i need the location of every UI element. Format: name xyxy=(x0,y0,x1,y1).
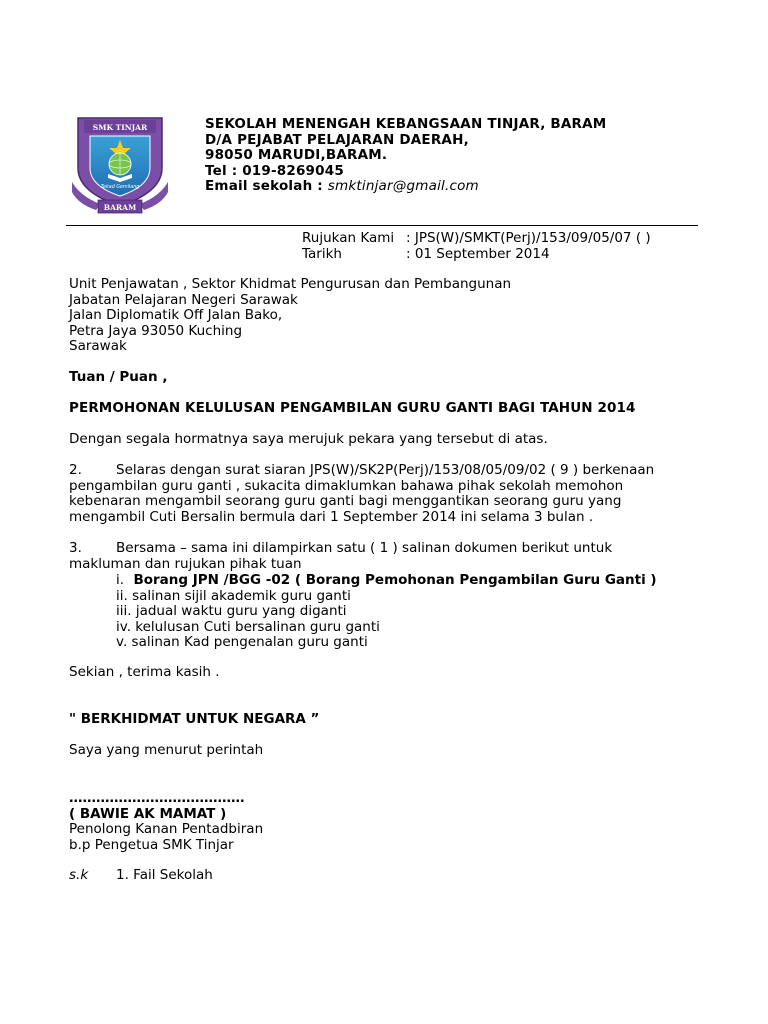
list-number: ii. xyxy=(116,587,128,604)
list-item xyxy=(116,589,657,605)
paragraph-text: kebenaran mengambil seorang guru ganti bagi menggantikan seorang guru yang xyxy=(69,493,622,510)
attachment-list xyxy=(116,573,657,651)
salutation: Tuan / Puan , xyxy=(69,369,168,385)
signature-line: ………………………………… xyxy=(69,790,245,806)
recipient-address xyxy=(69,277,511,355)
list-item xyxy=(116,604,657,620)
list-text: salinan Kad pengenalan guru ganti xyxy=(131,634,368,650)
list-number: v. xyxy=(116,634,128,650)
slogan: " BERKHIDMAT UNTUK NEGARA ” xyxy=(69,711,320,727)
email-value[interactable]: smktinjar@gmail.com xyxy=(327,178,479,194)
school-address-line2: 98050 MARUDI,BARAM. xyxy=(205,147,388,163)
reference-block xyxy=(302,230,651,262)
reference-value: : JPS(W)/SMKT(Perj)/153/09/05/07 ( ) xyxy=(406,230,651,246)
list-number: iii. xyxy=(116,603,132,619)
school-address-line1: D/A PEJABAT PELAJARAN DAERAH, xyxy=(205,131,469,148)
date-label: Tarikh xyxy=(302,246,342,262)
header-divider xyxy=(66,225,698,226)
recipient-line: Unit Penjawatan , Sektor Khidmat Pengurusan dan Pembangunan xyxy=(69,276,512,292)
date-row xyxy=(302,246,651,262)
paragraph-text: Selaras dengan surat siaran JPS(W)/SK2P(Perj)/153/08/05/09/02 ( 9 ) berkenaan xyxy=(116,462,655,478)
logo-motto: Tekad Gemilang xyxy=(100,185,140,190)
paragraph-number: 2. xyxy=(69,462,82,478)
list-number: i. xyxy=(116,572,125,588)
letterhead xyxy=(205,117,606,195)
cc-row xyxy=(69,868,213,884)
reference-label: Rujukan Kami xyxy=(302,230,395,246)
reference-row xyxy=(302,230,651,246)
paragraph-2 xyxy=(69,463,689,525)
list-text: kelulusan Cuti bersalinan guru ganti xyxy=(135,618,380,635)
cc-label: s.k xyxy=(69,867,89,883)
cc-item: 1. Fail Sekolah xyxy=(116,867,213,883)
subject-line: PERMOHONAN KELULUSAN PENGAMBILAN GURU GANTI BAGI TAHUN 2014 xyxy=(69,400,636,416)
signatory-title: Penolong Kanan Pentadbiran xyxy=(69,821,264,837)
opening-sentence: Dengan segala hormatnya saya merujuk pekara yang tersebut di atas. xyxy=(69,431,548,447)
yours-faithfully: Saya yang menurut perintah xyxy=(69,742,264,758)
list-number: iv. xyxy=(116,618,131,635)
signature-block xyxy=(69,791,263,853)
school-name: SEKOLAH MENENGAH KEBANGSAAN TINJAR, BARAM xyxy=(205,116,607,132)
logo-top-text: SMK TINJAR xyxy=(92,123,148,132)
closing-line: Sekian , terima kasih . xyxy=(69,664,220,680)
recipient-line: Sarawak xyxy=(69,338,127,355)
list-text: salinan sijil akademik guru ganti xyxy=(132,587,351,604)
list-item xyxy=(116,620,657,636)
paragraph-text: pengambilan guru ganti , sukacita dimaklumkan bahawa pihak sekolah memohon xyxy=(69,477,624,494)
recipient-line: Jabatan Pelajaran Negeri Sarawak xyxy=(69,291,298,308)
list-item xyxy=(116,573,657,589)
recipient-line: Jalan Diplomatik Off Jalan Bako, xyxy=(69,307,283,324)
paragraph-text: Bersama – sama ini dilampirkan satu ( 1 ) salinan dokumen berikut untuk xyxy=(116,540,613,556)
paragraph-text: makluman dan rujukan pihak tuan xyxy=(69,555,302,572)
list-item xyxy=(116,635,657,651)
signatory-org: b.p Pengetua SMK Tinjar xyxy=(69,836,234,853)
paragraph-3 xyxy=(69,541,689,572)
school-logo xyxy=(70,112,170,216)
email-label: Email sekolah : xyxy=(205,178,323,194)
paragraph-text: mengambil Cuti Bersalin bermula dari 1 September 2014 ini selama 3 bulan . xyxy=(69,508,594,525)
signatory-name: ( BAWIE AK MAMAT ) xyxy=(69,805,227,822)
school-email-row xyxy=(205,179,606,195)
paragraph-number: 3. xyxy=(69,540,82,556)
recipient-line: Petra Jaya 93050 Kuching xyxy=(69,322,243,339)
date-value: : 01 September 2014 xyxy=(406,246,550,262)
list-text: Borang JPN /BGG -02 ( Borang Pemohonan Pengambilan Guru Ganti ) xyxy=(133,572,657,588)
school-phone: Tel : 019-8269045 xyxy=(205,162,344,179)
logo-bottom-text: BARAM xyxy=(103,203,137,212)
list-text: jadual waktu guru yang diganti xyxy=(135,603,347,619)
